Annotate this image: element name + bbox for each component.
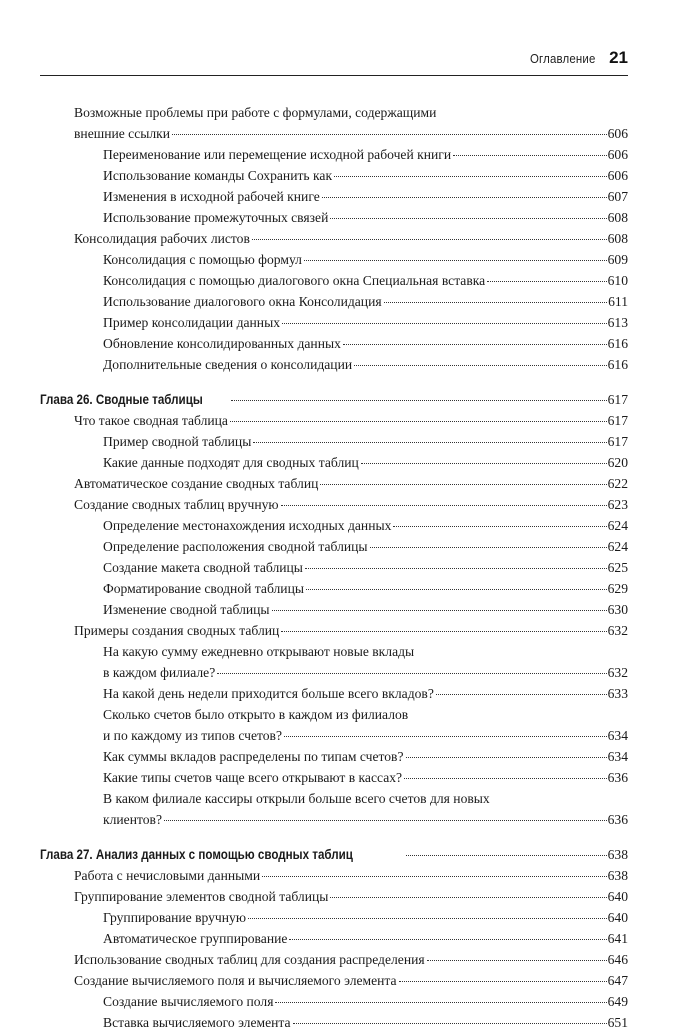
toc-entry <box>0 662 686 683</box>
toc-entry <box>0 578 686 599</box>
toc-entry-title: Использование команды Сохранить как <box>103 168 333 183</box>
toc-page-number: 634 <box>607 749 628 764</box>
toc-entry-title: Автоматическое создание сводных таблиц <box>74 476 319 491</box>
header-page-number: 21 <box>609 48 628 67</box>
toc-page-number: 629 <box>607 581 628 596</box>
toc-entry-title: Консолидация с помощью формул <box>103 252 302 267</box>
dot-leader <box>172 133 607 135</box>
toc-entry-title: Консолидация рабочих листов <box>74 231 250 246</box>
dot-leader <box>393 525 606 527</box>
toc-page-number: 651 <box>607 1015 628 1030</box>
toc-entry <box>0 270 686 291</box>
toc-page-number: 636 <box>607 812 628 827</box>
toc-entry-title: Создание вычисляемого поля <box>103 994 274 1009</box>
dot-leader <box>427 959 607 961</box>
toc-page-number: 632 <box>607 665 628 680</box>
toc-entry-title: Глава 26. Сводные таблицы <box>40 392 203 407</box>
toc-page-number: 647 <box>607 973 628 988</box>
dot-leader <box>322 196 607 198</box>
toc-entry-title: Использование сводных таблиц для создания распределения <box>74 952 425 967</box>
dot-leader <box>343 343 607 345</box>
toc-entry-title: Пример консолидации данных <box>103 315 281 330</box>
toc-entry-title: Изменения в исходной рабочей книге <box>103 189 320 204</box>
dot-leader <box>217 672 606 674</box>
toc-entry-title: Определение расположения сводной таблицы <box>103 539 368 554</box>
dot-leader <box>306 588 607 590</box>
toc-page-number: 638 <box>607 847 628 862</box>
toc-page-number: 636 <box>607 770 628 785</box>
toc-entry <box>0 991 686 1012</box>
toc-entry <box>0 186 686 207</box>
dot-leader <box>436 693 607 695</box>
dot-leader <box>252 238 607 240</box>
toc-entry <box>0 788 686 809</box>
toc-entry <box>0 207 686 228</box>
toc-entry-title: Вставка вычисляемого элемента <box>103 1015 291 1030</box>
toc-entry-title: Изменение сводной таблицы <box>103 602 270 617</box>
header-rule <box>40 75 628 76</box>
dot-leader <box>354 364 606 366</box>
toc-entry <box>0 557 686 578</box>
toc-page-number: 606 <box>607 147 628 162</box>
toc-entry-title: Примеры создания сводных таблиц <box>74 623 280 638</box>
toc-entry <box>0 312 686 333</box>
toc-entry <box>0 1012 686 1033</box>
dot-leader <box>262 875 606 877</box>
toc-entry <box>0 515 686 536</box>
toc-entry <box>0 249 686 270</box>
toc-page-number: 640 <box>607 889 628 904</box>
dot-leader <box>334 175 607 177</box>
toc-entry <box>0 641 686 662</box>
toc-page-number: 622 <box>607 476 628 491</box>
dot-leader <box>404 777 607 779</box>
toc-entry <box>0 144 686 165</box>
toc-entry-title: Работа с нечисловыми данными <box>74 868 261 883</box>
toc-page-number: 638 <box>607 868 628 883</box>
toc-entry <box>0 452 686 473</box>
dot-leader <box>487 280 606 282</box>
toc-page-number: 611 <box>608 294 628 309</box>
toc-page-number: 610 <box>607 273 628 288</box>
toc-entry-title: Форматирование сводной таблицы <box>103 581 304 596</box>
toc-page-number: 641 <box>607 931 628 946</box>
dot-leader <box>305 567 607 569</box>
toc-entry-title: Что такое сводная таблица <box>74 413 228 428</box>
toc-entry-title: и по каждому из типов счетов? <box>103 728 283 743</box>
dot-leader <box>164 819 607 821</box>
toc-entry <box>0 907 686 928</box>
toc-entry-title: Создание вычисляемого поля и вычисляемого элемента <box>74 973 397 988</box>
toc-chapter-entry <box>0 389 686 410</box>
toc-entry-title: Создание макета сводной таблицы <box>103 560 303 575</box>
toc-entry <box>0 620 686 641</box>
toc-page-number: 623 <box>607 497 628 512</box>
dot-leader <box>253 441 606 443</box>
dot-leader <box>289 938 606 940</box>
toc-entry <box>0 970 686 991</box>
toc-entry-title: внешние ссылки <box>74 126 171 141</box>
toc-page-number: 649 <box>607 994 628 1009</box>
toc-entry <box>0 291 686 312</box>
dot-leader <box>361 462 607 464</box>
dot-leader <box>320 483 606 485</box>
toc-page-number: 613 <box>607 315 628 330</box>
section-gap <box>0 375 686 389</box>
toc-entry <box>0 123 686 144</box>
toc-entry-title: Автоматическое группирование <box>103 931 288 946</box>
toc-entry <box>0 725 686 746</box>
toc-entry <box>0 473 686 494</box>
toc-entry <box>0 683 686 704</box>
toc-page-number: 607 <box>607 189 628 204</box>
dot-leader <box>281 504 607 506</box>
toc-entry <box>0 165 686 186</box>
toc-entry <box>0 494 686 515</box>
toc-entry <box>0 949 686 970</box>
toc-entry-title: На какую сумму ежедневно открывают новые вклады <box>103 644 415 659</box>
toc-page-number: 640 <box>607 910 628 925</box>
toc-entry <box>0 767 686 788</box>
toc-entry-title: Обновление консолидированных данных <box>103 336 341 351</box>
toc-entry-title: в каждом филиале? <box>103 665 216 680</box>
toc-page-number: 633 <box>607 686 628 701</box>
section-gap <box>0 830 686 844</box>
dot-leader <box>330 217 606 219</box>
toc-entry <box>0 886 686 907</box>
toc-entry-title: Дополнительные сведения о консолидации <box>103 357 353 372</box>
dot-leader <box>272 609 607 611</box>
toc-entry-title: Использование диалогового окна Консолидация <box>103 294 382 309</box>
dot-leader <box>370 546 607 548</box>
toc-entry <box>0 865 686 886</box>
toc-entry-title: Определение местонахождения исходных данных <box>103 518 392 533</box>
toc-entry-title: Пример сводной таблицы <box>103 434 252 449</box>
toc-entry-title: Глава 27. Анализ данных с помощью сводных таблиц <box>40 847 353 862</box>
toc-entry <box>0 431 686 452</box>
dot-leader <box>453 154 606 156</box>
dot-leader <box>282 322 607 324</box>
dot-leader <box>284 735 607 737</box>
toc-entry <box>0 354 686 375</box>
toc-entry-title: Переименование или перемещение исходной рабочей книги <box>103 147 452 162</box>
toc-entry <box>0 746 686 767</box>
toc-entry <box>0 410 686 431</box>
toc-entry-title: На какой день недели приходится больше всего вкладов? <box>103 686 434 701</box>
dot-leader <box>384 301 607 303</box>
toc-page-number: 646 <box>607 952 628 967</box>
toc-page-number: 606 <box>607 126 628 141</box>
toc-page-number: 634 <box>607 728 628 743</box>
toc-entry <box>0 809 686 830</box>
dot-leader <box>231 399 606 401</box>
toc-entry <box>0 536 686 557</box>
toc-entry-title: Какие типы счетов чаще всего открывают в кассах? <box>103 770 403 785</box>
toc-page-number: 625 <box>607 560 628 575</box>
toc-entry <box>0 704 686 725</box>
dot-leader <box>275 1001 606 1003</box>
dot-leader <box>330 896 606 898</box>
toc-entry <box>0 599 686 620</box>
toc-page-number: 617 <box>607 413 628 428</box>
toc-entry-title: Как суммы вкладов распределены по типам счетов? <box>103 749 404 764</box>
toc-entry-title: В каком филиале кассиры открыли больше всего счетов для новых <box>103 791 490 806</box>
toc-entry <box>0 928 686 949</box>
table-of-contents <box>0 102 686 1033</box>
toc-page-number: 616 <box>607 336 628 351</box>
toc-page-number: 624 <box>607 518 628 533</box>
dot-leader <box>248 917 607 919</box>
toc-entry-title: Использование промежуточных связей <box>103 210 329 225</box>
header-title: Оглавление <box>529 51 596 66</box>
toc-entry-title: Какие данные подходят для сводных таблиц <box>103 455 359 470</box>
toc-page-number: 630 <box>607 602 628 617</box>
toc-entry-title: Возможные проблемы при работе с формулами, содержащими <box>74 105 437 120</box>
toc-entry-title: Группирование вручную <box>103 910 246 925</box>
toc-page-number: 617 <box>607 392 628 407</box>
dot-leader <box>406 854 607 856</box>
toc-entry-title: клиентов? <box>103 812 162 827</box>
running-header <box>40 48 628 74</box>
toc-entry-title: Консолидация с помощью диалогового окна Специальная вставка <box>103 273 486 288</box>
toc-page-number: 609 <box>607 252 628 267</box>
toc-entry <box>0 102 686 123</box>
toc-entry-title: Группирование элементов сводной таблицы <box>74 889 329 904</box>
toc-page-number: 624 <box>607 539 628 554</box>
toc-page-number: 632 <box>607 623 628 638</box>
toc-page-number: 620 <box>607 455 628 470</box>
dot-leader <box>230 420 607 422</box>
toc-page-number: 608 <box>607 210 628 225</box>
toc-entry <box>0 228 686 249</box>
dot-leader <box>406 756 607 758</box>
toc-entry-title: Создание сводных таблиц вручную <box>74 497 279 512</box>
toc-page-number: 606 <box>607 168 628 183</box>
dot-leader <box>293 1022 607 1024</box>
dot-leader <box>281 630 606 632</box>
dot-leader <box>399 980 607 982</box>
toc-entry-title: Сколько счетов было открыто в каждом из филиалов <box>103 707 409 722</box>
toc-page-number: 616 <box>607 357 628 372</box>
toc-entry <box>0 333 686 354</box>
toc-page-number: 617 <box>607 434 628 449</box>
toc-chapter-entry <box>0 844 686 865</box>
dot-leader <box>304 259 607 261</box>
toc-page-number: 608 <box>607 231 628 246</box>
